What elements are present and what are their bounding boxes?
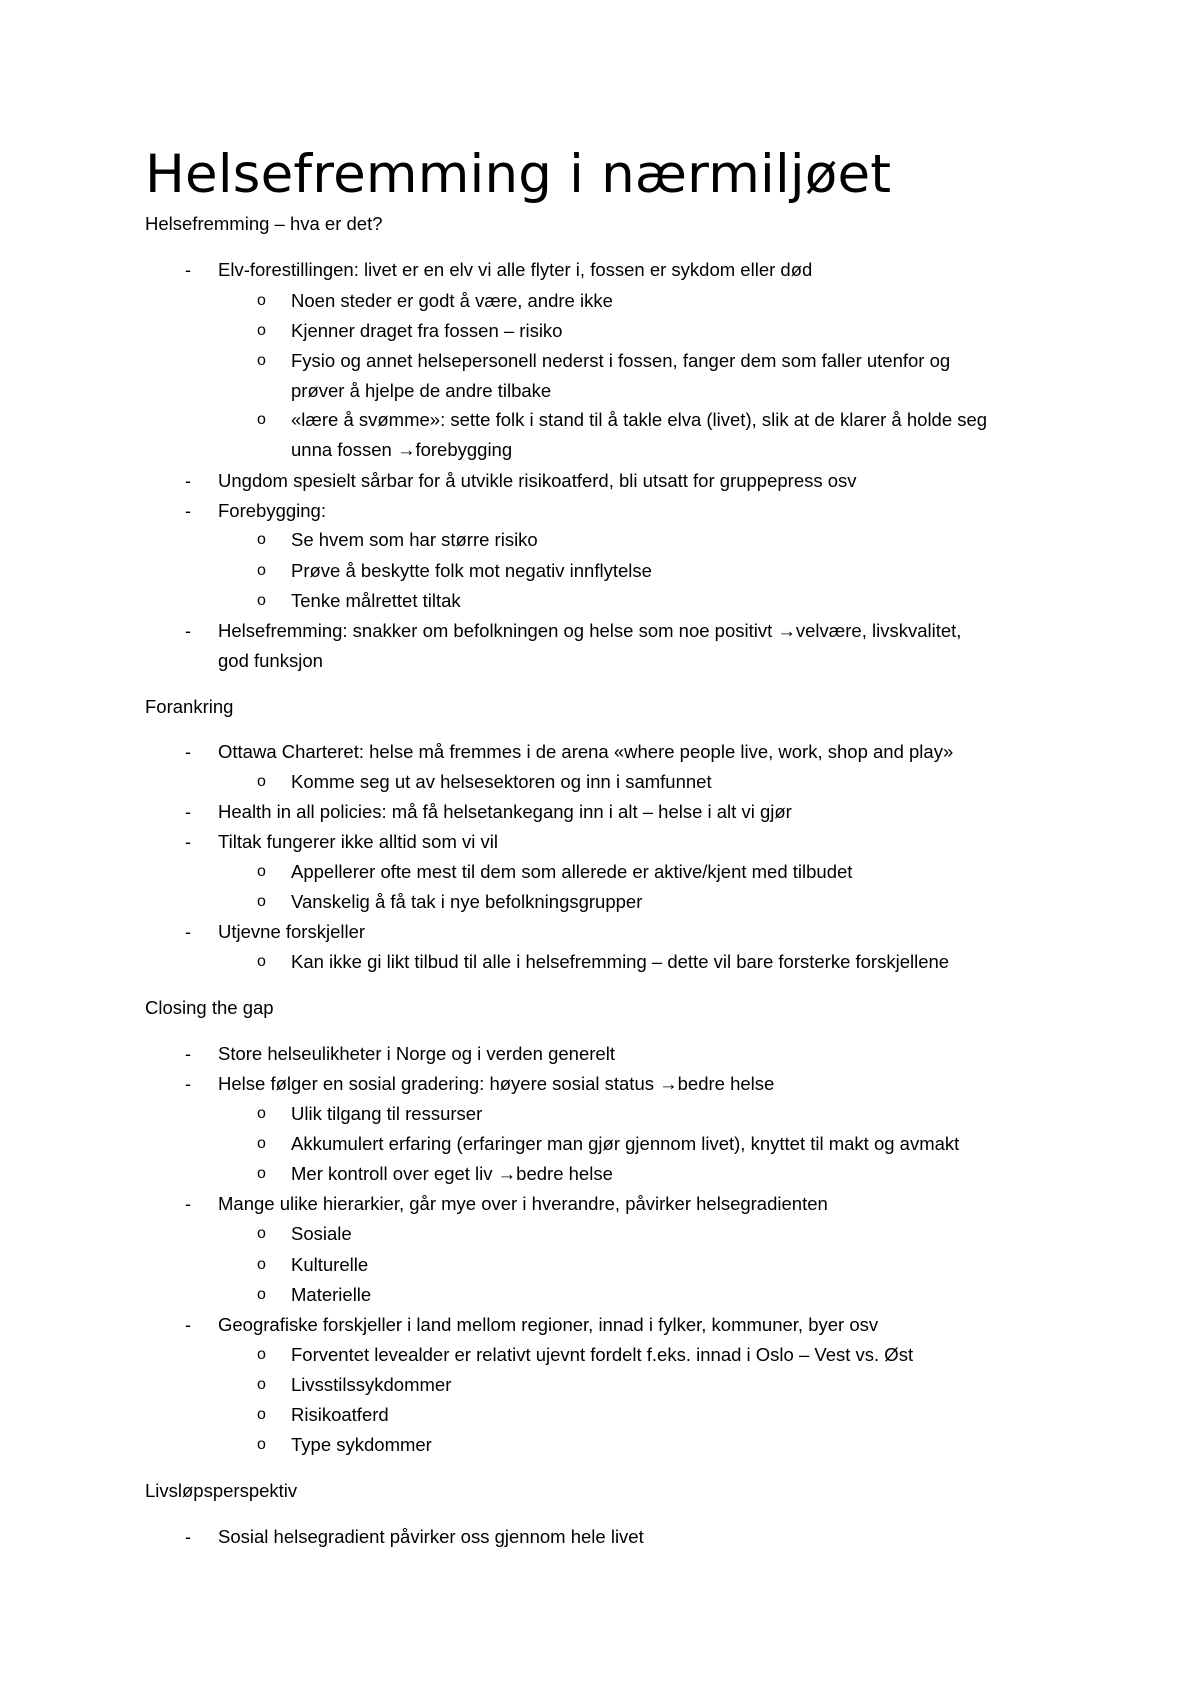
section-heading-closing-the-gap: Closing the gap [145, 997, 274, 1018]
list-item [218, 1069, 774, 1099]
arrow-right-icon: → [659, 1073, 678, 1094]
sub-bullet: o [257, 1105, 266, 1122]
sub-list-item-continued [291, 435, 512, 465]
sub-bullet: o [257, 352, 266, 369]
sub-list-item: Ulik tilgang til ressurser [291, 1103, 483, 1124]
dash-bullet: - [185, 802, 191, 822]
document-title: Helsefremming i nærmiljøet [145, 144, 892, 205]
list-item: Geografiske forskjeller i land mellom regioner, innad i fylker, kommuner, byer osv [218, 1314, 879, 1335]
sub-bullet: o [257, 953, 266, 970]
list-item: Ottawa Charteret: helse må fremmes i de arena «where people live, work, shop and play» [218, 741, 954, 762]
sub-bullet: o [257, 1436, 266, 1453]
section-heading-forankring: Forankring [145, 696, 234, 717]
section-heading-livslopsperspektiv: Livsløpsperspektiv [145, 1480, 298, 1501]
sub-bullet: o [257, 893, 266, 910]
dash-bullet: - [185, 742, 191, 762]
dash-bullet: - [185, 1315, 191, 1335]
sub-bullet: o [257, 531, 266, 548]
list-item: Forebygging: [218, 500, 326, 521]
dash-bullet: - [185, 832, 191, 852]
list-item: Store helseulikheter i Norge og i verden generelt [218, 1043, 615, 1064]
sub-list-item [291, 1159, 613, 1189]
dash-bullet: - [185, 922, 191, 942]
dash-bullet: - [185, 621, 191, 641]
sub-list-item: Vanskelig å få tak i nye befolkningsgrupper [291, 891, 643, 912]
sub-bullet: o [257, 1225, 266, 1242]
sub-list-item: Forventet levealder er relativt ujevnt fordelt f.eks. innad i Oslo – Vest vs. Øst [291, 1344, 914, 1365]
item-text: bedre helse [677, 1073, 775, 1094]
item-text: Helse følger en sosial gradering: høyere sosial status [218, 1073, 660, 1094]
dash-bullet: - [185, 1194, 191, 1214]
item-text: forebygging [415, 439, 513, 460]
sub-list-item: Livsstilssykdommer [291, 1374, 452, 1395]
sub-bullet: o [257, 1256, 266, 1273]
sub-list-item: Kan ikke gi likt tilbud til alle i helsefremming – dette vil bare forsterke forskjellene [291, 951, 950, 972]
sub-bullet: o [257, 562, 266, 579]
sub-list-item: Kulturelle [291, 1254, 369, 1275]
arrow-right-icon: → [497, 1163, 517, 1184]
list-item: Utjevne forskjeller [218, 921, 366, 942]
item-text: unna fossen [291, 439, 397, 460]
sub-list-item: Fysio og annet helsepersonell nederst i fossen, fanger dem som faller utenfor og [291, 350, 951, 371]
arrow-right-icon: → [396, 439, 416, 460]
sub-list-item: Se hvem som har større risiko [291, 529, 538, 550]
sub-list-item: Risikoatferd [291, 1404, 389, 1425]
item-text: Mer kontroll over eget liv [291, 1163, 498, 1184]
sub-list-item: «lære å svømme»: sette folk i stand til å takle elva (livet), slik at de klarer å holde seg [291, 409, 988, 430]
dash-bullet: - [185, 501, 191, 521]
item-text: velvære, livskvalitet, [795, 620, 962, 641]
sub-list-item: Appellerer ofte mest til dem som allerede er aktive/kjent med tilbudet [291, 861, 853, 882]
sub-list-item: Kjenner draget fra fossen – risiko [291, 320, 563, 341]
list-item: Elv-forestillingen: livet er en elv vi alle flyter i, fossen er sykdom eller død [218, 259, 813, 280]
sub-list-item: Sosiale [291, 1223, 352, 1244]
list-item-continued: god funksjon [218, 650, 323, 671]
sub-list-item: Prøve å beskytte folk mot negativ innflytelse [291, 560, 652, 581]
sub-list-item: Akkumulert erfaring (erfaringer man gjør gjennom livet), knyttet til makt og avmakt [291, 1133, 960, 1154]
item-text: Helsefremming: snakker om befolkningen og helse som noe positivt [218, 620, 778, 641]
item-text: bedre helse [516, 1163, 613, 1184]
sub-bullet: o [257, 773, 266, 790]
list-item: Ungdom spesielt sårbar for å utvikle risikoatferd, bli utsatt for gruppepress osv [218, 470, 857, 491]
dash-bullet: - [185, 1074, 191, 1094]
list-item: Health in all policies: må få helsetankegang inn i alt – helse i alt vi gjør [218, 801, 792, 822]
list-item: Sosial helsegradient påvirker oss gjennom hele livet [218, 1526, 644, 1547]
sub-bullet: o [257, 1346, 266, 1363]
arrow-right-icon: → [777, 620, 796, 641]
dash-bullet: - [185, 260, 191, 280]
list-item: Tiltak fungerer ikke alltid som vi vil [218, 831, 498, 852]
list-item [218, 616, 961, 646]
sub-bullet: o [257, 1165, 266, 1182]
list-item: Mange ulike hierarkier, går mye over i hverandre, påvirker helsegradienten [218, 1193, 828, 1214]
sub-list-item: Tenke målrettet tiltak [291, 590, 461, 611]
sub-bullet: o [257, 1406, 266, 1423]
sub-bullet: o [257, 1376, 266, 1393]
sub-bullet: o [257, 1286, 266, 1303]
sub-list-item: Noen steder er godt å være, andre ikke [291, 290, 613, 311]
sub-list-item-continued: prøver å hjelpe de andre tilbake [291, 380, 552, 401]
sub-bullet: o [257, 863, 266, 880]
dash-bullet: - [185, 1527, 191, 1547]
sub-bullet: o [257, 411, 266, 428]
sub-list-item: Type sykdommer [291, 1434, 432, 1455]
sub-list-item: Materielle [291, 1284, 372, 1305]
sub-bullet: o [257, 292, 266, 309]
dash-bullet: - [185, 471, 191, 491]
sub-bullet: o [257, 322, 266, 339]
sub-bullet: o [257, 592, 266, 609]
sub-list-item: Komme seg ut av helsesektoren og inn i samfunnet [291, 771, 712, 792]
dash-bullet: - [185, 1044, 191, 1064]
sub-bullet: o [257, 1135, 266, 1152]
subtitle-heading: Helsefremming – hva er det? [145, 213, 383, 234]
